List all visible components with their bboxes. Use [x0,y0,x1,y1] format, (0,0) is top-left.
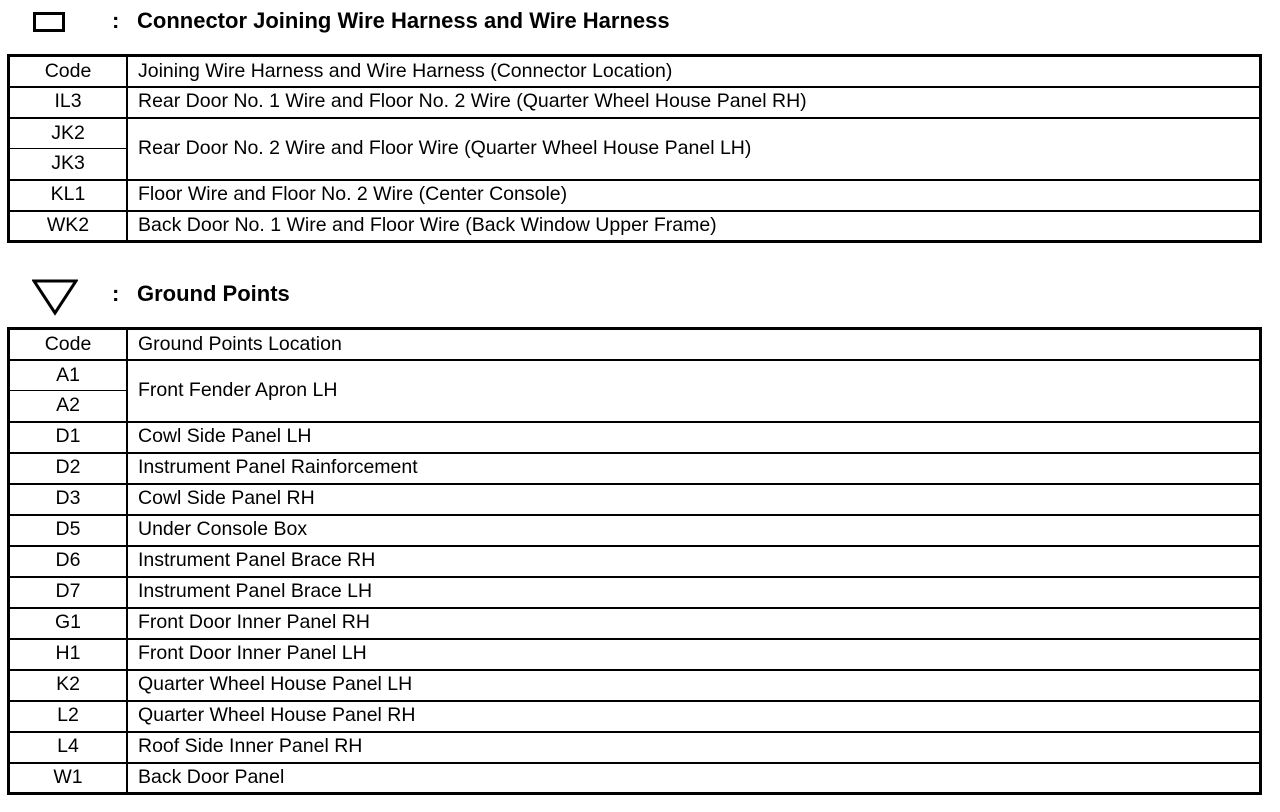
location-cell: Cowl Side Panel LH [127,422,1261,453]
code-cell: A2 [9,391,128,422]
location-column-header: Joining Wire Harness and Wire Harness (Connector Location) [127,56,1261,87]
section-colon: : [112,281,120,306]
location-cell: Roof Side Inner Panel RH [127,732,1261,763]
location-cell: Front Door Inner Panel LH [127,639,1261,670]
inverted-triangle-icon [32,278,78,316]
table-row [9,453,1261,484]
code-cell: JK2 [9,118,128,149]
table-row [9,608,1261,639]
ground-points-table [7,327,1262,795]
code-cell: D2 [9,453,128,484]
section-colon: : [112,8,120,33]
table-row [9,732,1261,763]
code-cell: L2 [9,701,128,732]
code-cell: W1 [9,763,128,794]
code-column-header: Code [9,329,128,360]
code-cell: A1 [9,360,128,391]
code-cell: D5 [9,515,128,546]
table-header-row [9,329,1261,360]
location-cell: Front Door Inner Panel RH [127,608,1261,639]
code-cell: D1 [9,422,128,453]
ground-section-title: Ground Points [137,281,290,306]
code-cell: H1 [9,639,128,670]
location-cell: Instrument Panel Brace RH [127,546,1261,577]
table-row [9,670,1261,701]
location-cell: Instrument Panel Brace LH [127,577,1261,608]
location-cell: Under Console Box [127,515,1261,546]
table-row [9,515,1261,546]
code-cell: K2 [9,670,128,701]
table-row [9,180,1261,211]
code-cell: WK2 [9,211,128,242]
table-row [9,546,1261,577]
table-row [9,211,1261,242]
location-cell: Instrument Panel Rainforcement [127,453,1261,484]
code-cell: KL1 [9,180,128,211]
location-column-header: Ground Points Location [127,329,1261,360]
table-row [9,87,1261,118]
table-header-row [9,56,1261,87]
connector-section-header [0,2,1280,42]
ground-section-header [0,275,1280,315]
table-row [9,118,1261,149]
table-row [9,639,1261,670]
code-cell: L4 [9,732,128,763]
code-cell: D6 [9,546,128,577]
code-cell: G1 [9,608,128,639]
table-row [9,484,1261,515]
location-cell: Back Door Panel [127,763,1261,794]
connector-section-title: Connector Joining Wire Harness and Wire Harness [137,8,670,33]
table-row [9,763,1261,794]
table-row [9,422,1261,453]
location-cell: Cowl Side Panel RH [127,484,1261,515]
square-outline-icon [33,12,65,32]
location-cell: Rear Door No. 1 Wire and Floor No. 2 Wire (Quarter Wheel House Panel RH) [127,87,1261,118]
code-cell: D7 [9,577,128,608]
code-cell: IL3 [9,87,128,118]
location-cell: Quarter Wheel House Panel LH [127,670,1261,701]
location-cell: Front Fender Apron LH [127,360,1261,422]
table-row [9,701,1261,732]
code-column-header: Code [9,56,128,87]
table-row [9,577,1261,608]
location-cell: Quarter Wheel House Panel RH [127,701,1261,732]
connector-table [7,54,1262,243]
location-cell: Floor Wire and Floor No. 2 Wire (Center Console) [127,180,1261,211]
table-row [9,360,1261,391]
location-cell: Back Door No. 1 Wire and Floor Wire (Back Window Upper Frame) [127,211,1261,242]
code-cell: D3 [9,484,128,515]
location-cell: Rear Door No. 2 Wire and Floor Wire (Quarter Wheel House Panel LH) [127,118,1261,180]
code-cell: JK3 [9,149,128,180]
